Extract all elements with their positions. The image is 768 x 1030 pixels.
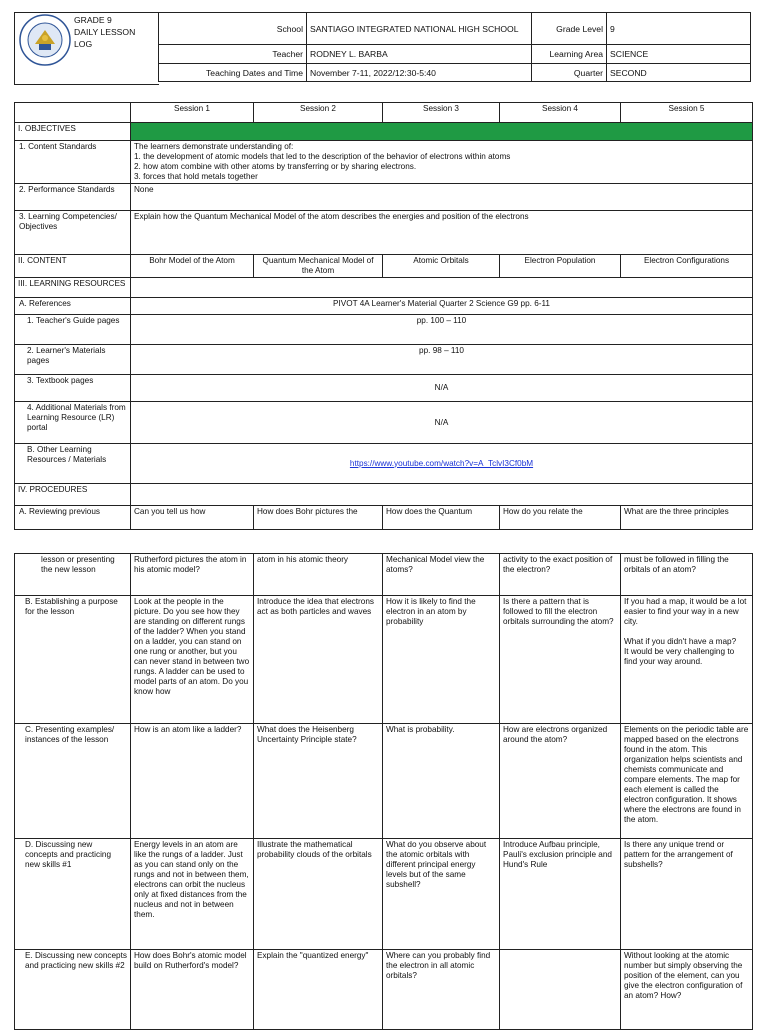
lm-value: pp. 98 – 110 — [131, 345, 753, 375]
proc-d-cell: What do you observe about the atomic orbitals with different principal energy levels but of the same subshell? — [383, 839, 500, 950]
proc-a-cell: Rutherford pictures the atom in his atomic model? — [131, 554, 254, 596]
lm-label: 2. Learner's Materials pages — [15, 345, 131, 375]
proc-a-cell: Mechanical Model view the atoms? — [383, 554, 500, 596]
additional-value: N/A — [131, 402, 753, 444]
sessions-row — [15, 103, 753, 123]
teacher-label: Teacher — [159, 45, 307, 64]
tg-value: pp. 100 – 110 — [131, 315, 753, 345]
proc-a-label-rest: lesson or presenting the new lesson — [15, 554, 131, 596]
dates-label: Teaching Dates and Time — [159, 64, 307, 82]
proc-d-cell: Illustrate the mathematical probability clouds of the orbitals — [254, 839, 383, 950]
teacher-value: RODNEY L. BARBA — [307, 45, 532, 64]
header-table — [158, 12, 751, 82]
resources-blank — [131, 278, 753, 298]
proc-d-label: D. Discussing new concepts and practicing new skills #1 — [15, 839, 131, 950]
header-logo-box — [14, 12, 159, 85]
proc-e-cell: Explain the "quantized energy" — [254, 950, 383, 1030]
content-standards-line: 3. forces that hold metals together — [134, 172, 258, 181]
content-standards-value — [131, 141, 753, 184]
textbook-value: N/A — [131, 375, 753, 402]
performance-label: 2. Performance Standards — [15, 184, 131, 211]
proc-a-cell-top: How do you relate the — [500, 506, 621, 530]
proc-a-cell-top: How does Bohr pictures the — [254, 506, 383, 530]
proc-b-label: B. Establishing a purpose for the lesson — [15, 596, 131, 724]
proc-a-cell-top: How does the Quantum — [383, 506, 500, 530]
proc-e-cell: Without looking at the atomic number but simply observing the position of the element, can you give the electron configuration of an atom? How? — [621, 950, 753, 1030]
proc-b-cell: Look at the people in the picture. Do you see how they are standing on different rungs of the ladder? When you stand on a ladder, you can stand on one rung or another, but you can never stand in between two rungs. A ladder can be used to model parts of an atom. Do you know how — [131, 596, 254, 724]
lesson-table — [14, 102, 753, 530]
proc-a-cell-top: Can you tell us how — [131, 506, 254, 530]
proc-e-label: E. Discussing new concepts and practicing new skills #2 — [15, 950, 131, 1030]
other-resources-cell — [131, 444, 753, 484]
proc-a-cell: atom in his atomic theory — [254, 554, 383, 596]
grade-title: GRADE 9 — [74, 15, 112, 25]
proc-c-cell: How are electrons organized around the atom? — [500, 724, 621, 839]
references-label: A. References — [15, 298, 131, 315]
additional-label: 4. Additional Materials from Learning Resource (LR) portal — [15, 402, 131, 444]
proc-a-cell: activity to the exact position of the electron? — [500, 554, 621, 596]
session-3-header: Session 3 — [383, 103, 500, 123]
topic-cell: Bohr Model of the Atom — [131, 255, 254, 278]
proc-c-cell: What is probability. — [383, 724, 500, 839]
topic-cell: Electron Configurations — [621, 255, 753, 278]
content-standards-line: The learners demonstrate understanding of: — [134, 142, 294, 151]
proc-b-cell: Is there a pattern that is followed to fill the electron orbitals surrounding the atom? — [500, 596, 621, 724]
dates-value: November 7-11, 2022/12:30-5:40 — [307, 64, 532, 82]
objectives-green-bar — [131, 123, 753, 141]
session-2-header: Session 2 — [254, 103, 383, 123]
procedures-table — [14, 553, 753, 1030]
topic-cell: Electron Population — [500, 255, 621, 278]
objectives-heading: I. OBJECTIVES — [15, 123, 131, 141]
content-heading: II. CONTENT — [15, 255, 131, 278]
proc-c-label: C. Presenting examples/ instances of the lesson — [15, 724, 131, 839]
youtube-link[interactable]: https://www.youtube.com/watch?v=A_TclvI3Cf0bM — [349, 458, 534, 468]
content-standards-label: 1. Content Standards — [15, 141, 131, 184]
content-standards-line: 1. the development of atomic models that led to the description of the behavior of electrons within atoms — [134, 152, 511, 161]
proc-c-cell: What does the Heisenberg Uncertainty Principle state? — [254, 724, 383, 839]
competencies-label: 3. Learning Competencies/ Objectives — [15, 211, 131, 255]
quarter-value: SECOND — [607, 64, 751, 82]
session-4-header: Session 4 — [500, 103, 621, 123]
proc-a-cell: must be followed in filling the orbitals of an atom? — [621, 554, 753, 596]
grade-level-label: Grade Level — [532, 13, 607, 45]
proc-c-cell: Elements on the periodic table are mapped based on the electrons found in the atom. This organization helps scientists and chemists communicate and compare elements. The map for each element is called the electron configuration. It shows where the electrons are found in the atom. — [621, 724, 753, 839]
corner-cell — [15, 103, 131, 123]
log-title-line1: DAILY LESSON — [74, 27, 136, 37]
school-label: School — [159, 13, 307, 45]
topic-cell: Quantum Mechanical Model of the Atom — [254, 255, 383, 278]
proc-b-cell: If you had a map, it would be a lot easier to find your way in a new city. What if you didn't have a map? It would be very challenging to find your way around. — [621, 596, 753, 724]
proc-e-cell — [500, 950, 621, 1030]
references-value: PIVOT 4A Learner's Material Quarter 2 Science G9 pp. 6-11 — [131, 298, 753, 315]
resources-heading: III. LEARNING RESOURCES — [15, 278, 131, 298]
proc-e-cell: How does Bohr's atomic model build on Rutherford's model? — [131, 950, 254, 1030]
topic-cell: Atomic Orbitals — [383, 255, 500, 278]
grade-level-value: 9 — [607, 13, 751, 45]
proc-a-label-top: A. Reviewing previous — [15, 506, 131, 530]
proc-e-cell: Where can you probably find the electron in all atomic orbitals? — [383, 950, 500, 1030]
competencies-value: Explain how the Quantum Mechanical Model of the atom describes the energies and position of the electrons — [131, 211, 753, 255]
proc-d-cell: Is there any unique trend or pattern for the arrangement of subshells? — [621, 839, 753, 950]
content-standards-line: 2. how atom combine with other atoms by transferring or by sharing electrons. — [134, 162, 417, 171]
quarter-label: Quarter — [532, 64, 607, 82]
proc-a-cell-top: What are the three principles — [621, 506, 753, 530]
tg-label: 1. Teacher's Guide pages — [15, 315, 131, 345]
school-value: SANTIAGO INTEGRATED NATIONAL HIGH SCHOOL — [307, 13, 532, 45]
session-5-header: Session 5 — [621, 103, 753, 123]
page-break — [0, 538, 768, 553]
other-resources-label: B. Other Learning Resources / Materials — [15, 444, 131, 484]
performance-value: None — [131, 184, 753, 211]
proc-b-cell: How it is likely to find the electron in an atom by probability — [383, 596, 500, 724]
textbook-label: 3. Textbook pages — [15, 375, 131, 402]
learning-area-value: SCIENCE — [607, 45, 751, 64]
proc-d-cell: Introduce Aufbau principle, Pauli's exclusion principle and Hund's Rule — [500, 839, 621, 950]
session-1-header: Session 1 — [131, 103, 254, 123]
proc-b-cell: Introduce the idea that electrons act as both particles and waves — [254, 596, 383, 724]
proc-d-cell: Energy levels in an atom are like the rungs of a ladder. Just as you can stand only on the rungs and not in between them, electrons can orbit the nucleus only at fixed distances from the nucleus and not in between them. — [131, 839, 254, 950]
learning-area-label: Learning Area — [532, 45, 607, 64]
proc-c-cell: How is an atom like a ladder? — [131, 724, 254, 839]
procedures-blank — [131, 484, 753, 506]
procedures-heading: IV. PROCEDURES — [15, 484, 131, 506]
log-title-line2: LOG — [74, 39, 93, 49]
